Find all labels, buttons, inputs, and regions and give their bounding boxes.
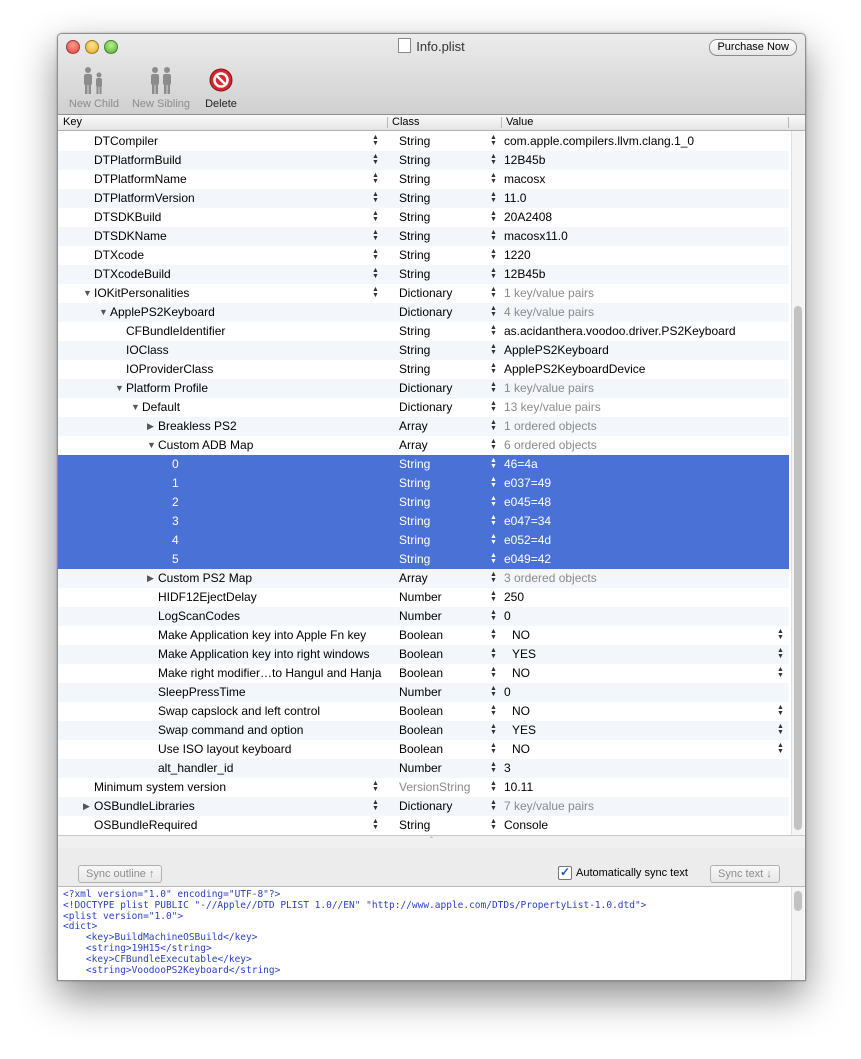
row-class[interactable]: String	[399, 229, 431, 243]
outline-row[interactable]	[58, 778, 789, 797]
row-class[interactable]: String	[399, 362, 431, 376]
class-popup-icon[interactable]: ▲ ▼	[490, 305, 497, 318]
key-type-stepper-icon[interactable]: ▲ ▼	[372, 799, 379, 812]
row-value[interactable]: 12B45b	[504, 267, 546, 281]
xml-line: <plist version="1.0">	[63, 910, 184, 922]
row-value[interactable]: 1 key/value pairs	[504, 286, 595, 300]
row-key: IOClass	[126, 343, 169, 357]
row-class[interactable]: String	[399, 267, 431, 281]
row-key: OSBundleLibraries	[94, 799, 195, 813]
row-value[interactable]: com.apple.compilers.llvm.clang.1_0	[504, 134, 695, 148]
class-popup-icon[interactable]: ▲ ▼	[490, 590, 497, 603]
row-key: alt_handler_id	[158, 761, 234, 775]
row-class[interactable]: Number	[399, 761, 442, 775]
outline-row[interactable]	[58, 208, 789, 227]
outline-row[interactable]	[58, 284, 789, 303]
row-value[interactable]: 7 key/value pairs	[504, 799, 595, 813]
new-sibling-icon	[148, 66, 174, 96]
row-class[interactable]: Dictionary	[399, 305, 453, 319]
new-sibling-label: New Sibling	[131, 98, 191, 110]
row-value[interactable]: macosx	[504, 172, 546, 186]
row-value[interactable]: 0	[504, 609, 511, 623]
row-class[interactable]: String	[399, 343, 431, 357]
class-popup-icon[interactable]: ▲ ▼	[490, 704, 497, 717]
row-key: DTXcodeBuild	[94, 267, 171, 281]
row-key: Make Application key into Apple Fn key	[158, 628, 367, 642]
disclosure-open-icon[interactable]: ▼	[115, 383, 124, 393]
row-value[interactable]: NO	[512, 666, 530, 680]
row-key: LogScanCodes	[158, 609, 241, 623]
row-key: DTCompiler	[94, 134, 159, 148]
outline-row[interactable]	[58, 702, 789, 721]
column-divider[interactable]	[387, 117, 388, 128]
row-key: Use ISO layout keyboard	[158, 742, 292, 756]
row-value[interactable]: e047=34	[504, 514, 552, 528]
row-key: Minimum system version	[94, 780, 227, 794]
outline-row[interactable]	[58, 303, 789, 322]
row-class[interactable]: Boolean	[399, 647, 444, 661]
class-popup-icon[interactable]: ▲ ▼	[490, 134, 497, 147]
outline-row[interactable]	[58, 683, 789, 702]
outline-row[interactable]	[58, 645, 789, 664]
row-key: 1	[172, 476, 179, 490]
disclosure-open-icon[interactable]: ▼	[147, 440, 156, 450]
row-key: 3	[172, 514, 179, 528]
class-popup-icon[interactable]: ▲ ▼	[490, 191, 497, 204]
key-type-stepper-icon[interactable]: ▲ ▼	[372, 248, 379, 261]
row-value[interactable]: 1220	[504, 248, 531, 262]
row-value[interactable]: NO	[512, 742, 530, 756]
row-value[interactable]: YES	[512, 723, 537, 737]
class-popup-icon[interactable]: ▲ ▼	[490, 286, 497, 299]
row-class[interactable]: String	[399, 476, 431, 490]
row-key: Make right modifier…to Hangul and Hanja	[158, 666, 382, 680]
row-key: OSBundleRequired	[94, 818, 198, 832]
class-popup-icon[interactable]: ▲ ▼	[490, 666, 497, 679]
purchase-now-button[interactable]: Purchase Now	[709, 39, 797, 56]
xml-scrollbar[interactable]	[791, 887, 804, 980]
class-popup-icon[interactable]: ▲ ▼	[490, 324, 497, 337]
row-class[interactable]: Number	[399, 590, 442, 604]
class-popup-icon[interactable]: ▲ ▼	[490, 419, 497, 432]
outline-row[interactable]	[58, 721, 789, 740]
row-class[interactable]: Dictionary	[399, 799, 453, 813]
row-key: IOKitPersonalities	[94, 286, 190, 300]
new-child-button[interactable]	[66, 66, 122, 110]
class-popup-icon[interactable]: ▲ ▼	[490, 723, 497, 736]
class-popup-icon[interactable]: ▲ ▼	[490, 685, 497, 698]
sync-bar	[58, 848, 805, 887]
row-key: ApplePS2Keyboard	[110, 305, 215, 319]
disclosure-open-icon[interactable]: ▼	[131, 402, 140, 412]
row-class[interactable]: String	[399, 495, 431, 509]
row-value[interactable]: 4 key/value pairs	[504, 305, 595, 319]
class-popup-icon[interactable]: ▲ ▼	[490, 609, 497, 622]
row-value[interactable]: e052=4d	[504, 533, 552, 547]
row-class[interactable]: Array	[399, 438, 428, 452]
row-value[interactable]: ApplePS2Keyboard	[504, 343, 609, 357]
row-key: SleepPressTime	[158, 685, 246, 699]
value-column-header[interactable]: Value	[506, 116, 534, 128]
disclosure-closed-icon[interactable]: ▶	[147, 573, 154, 583]
row-key: HIDF12EjectDelay	[158, 590, 257, 604]
row-key: 0	[172, 457, 179, 471]
xml-line: <?xml version="1.0" encoding="UTF-8"?>	[63, 889, 281, 900]
class-popup-icon[interactable]: ▲ ▼	[490, 438, 497, 451]
row-key: Custom PS2 Map	[158, 571, 253, 585]
class-popup-icon[interactable]: ▲ ▼	[490, 533, 497, 546]
row-class[interactable]: String	[399, 134, 431, 148]
row-class[interactable]: String	[399, 172, 431, 186]
plist-outline[interactable]	[58, 131, 789, 835]
class-popup-icon[interactable]: ▲ ▼	[490, 381, 497, 394]
outline-row[interactable]	[58, 607, 789, 626]
row-value[interactable]: 3 ordered objects	[504, 571, 597, 585]
row-class[interactable]: String	[399, 324, 431, 338]
class-popup-icon[interactable]: ▲ ▼	[490, 362, 497, 375]
row-class[interactable]: Dictionary	[399, 286, 453, 300]
row-key: CFBundleIdentifier	[126, 324, 226, 338]
row-class[interactable]: Dictionary	[399, 400, 453, 414]
boolean-popup-icon[interactable]: ▲ ▼	[777, 628, 784, 641]
row-value[interactable]: Console	[504, 818, 549, 832]
delete-icon	[208, 66, 234, 96]
class-popup-icon[interactable]: ▲ ▼	[490, 799, 497, 812]
key-type-stepper-icon[interactable]: ▲ ▼	[372, 172, 379, 185]
boolean-popup-icon[interactable]: ▲ ▼	[777, 723, 784, 736]
class-popup-icon[interactable]: ▲ ▼	[490, 780, 497, 793]
delete-label: Delete	[205, 98, 237, 110]
outline-row[interactable]	[58, 550, 789, 569]
sync-text-button[interactable]: Sync text ↓	[710, 865, 780, 883]
row-class[interactable]: String	[399, 191, 431, 205]
key-type-stepper-icon[interactable]: ▲ ▼	[372, 134, 379, 147]
row-key: IOProviderClass	[126, 362, 214, 376]
outline-row[interactable]	[58, 569, 789, 588]
key-type-stepper-icon[interactable]: ▲ ▼	[372, 780, 379, 793]
key-type-stepper-icon[interactable]: ▲ ▼	[372, 229, 379, 242]
class-popup-icon[interactable]: ▲ ▼	[490, 229, 497, 242]
sync-outline-button[interactable]: Sync outline ↑	[78, 865, 162, 883]
row-class[interactable]: Array	[399, 419, 428, 433]
xml-line: <string>VoodooPS2Keyboard</string>	[63, 964, 281, 976]
row-class[interactable]: String	[399, 514, 431, 528]
class-popup-icon[interactable]: ▲ ▼	[490, 248, 497, 261]
row-value[interactable]: e049=42	[504, 552, 552, 566]
outline-row[interactable]	[58, 816, 789, 835]
disclosure-closed-icon[interactable]: ▶	[83, 801, 90, 811]
outline-row[interactable]	[58, 132, 789, 151]
row-value[interactable]: 1 key/value pairs	[504, 381, 595, 395]
key-column-header[interactable]: Key	[63, 116, 82, 128]
disclosure-closed-icon[interactable]: ▶	[147, 421, 154, 431]
row-value[interactable]: 12B45b	[504, 153, 546, 167]
document-icon	[398, 38, 411, 53]
column-header	[58, 115, 805, 131]
disclosure-open-icon[interactable]: ▼	[99, 307, 108, 317]
new-sibling-button[interactable]	[128, 66, 194, 110]
outline-row[interactable]	[58, 360, 789, 379]
boolean-popup-icon[interactable]: ▲ ▼	[777, 704, 784, 717]
outline-row[interactable]	[58, 759, 789, 778]
row-value[interactable]: 3	[504, 761, 511, 775]
new-child-icon	[81, 66, 107, 96]
row-value[interactable]: 0	[504, 685, 511, 699]
class-popup-icon[interactable]: ▲ ▼	[490, 172, 497, 185]
row-key: DTPlatformName	[94, 172, 187, 186]
class-popup-icon[interactable]: ▲ ▼	[490, 818, 497, 831]
xml-line: <key>CFBundleExecutable</key>	[63, 953, 252, 965]
xml-text-view[interactable]	[58, 887, 789, 980]
row-class[interactable]: Boolean	[399, 723, 444, 737]
title-bar	[58, 34, 805, 115]
row-key: DTPlatformBuild	[94, 153, 182, 167]
row-key: Platform Profile	[126, 381, 209, 395]
row-value[interactable]: 13 key/value pairs	[504, 400, 601, 414]
outline-scrollbar[interactable]	[791, 131, 804, 835]
outline-row[interactable]	[58, 170, 789, 189]
outline-row[interactable]	[58, 417, 789, 436]
outline-row[interactable]	[58, 626, 789, 645]
row-class[interactable]: Boolean	[399, 666, 444, 680]
row-class[interactable]: String	[399, 457, 431, 471]
outline-row[interactable]	[58, 246, 789, 265]
key-type-stepper-icon[interactable]: ▲ ▼	[372, 267, 379, 280]
boolean-popup-icon[interactable]: ▲ ▼	[777, 647, 784, 660]
row-value[interactable]: 20A2408	[504, 210, 553, 224]
outline-row[interactable]	[58, 379, 789, 398]
class-popup-icon[interactable]: ▲ ▼	[490, 761, 497, 774]
row-key: DTSDKBuild	[94, 210, 162, 224]
outline-row[interactable]	[58, 740, 789, 759]
row-value[interactable]: macosx11.0	[504, 229, 568, 243]
key-type-stepper-icon[interactable]: ▲ ▼	[372, 191, 379, 204]
split-view-divider[interactable]: ˆ	[58, 835, 805, 849]
row-value[interactable]: NO	[512, 628, 530, 642]
class-popup-icon[interactable]: ▲ ▼	[490, 495, 497, 508]
plist-editor-window	[57, 33, 806, 981]
column-divider[interactable]	[501, 117, 502, 128]
xml-line: <!DOCTYPE plist PUBLIC "-//Apple//DTD PLIST 1.0//EN" "http://www.apple.com/DTDs/PropertyList-1.0.dtd">	[63, 899, 647, 911]
outline-row[interactable]	[58, 398, 789, 417]
row-value[interactable]: 250	[504, 590, 525, 604]
outline-row[interactable]	[58, 797, 789, 816]
class-popup-icon[interactable]: ▲ ▼	[490, 514, 497, 527]
auto-sync-checkbox[interactable]: ✓	[559, 865, 571, 879]
row-key: DTXcode	[94, 248, 145, 262]
row-key: Make Application key into right windows	[158, 647, 370, 661]
outline-row[interactable]	[58, 588, 789, 607]
row-value[interactable]: e037=49	[504, 476, 552, 490]
row-key: Default	[142, 400, 181, 414]
row-class[interactable]: Dictionary	[399, 381, 453, 395]
class-popup-icon[interactable]: ▲ ▼	[490, 267, 497, 280]
class-popup-icon[interactable]: ▲ ▼	[490, 343, 497, 356]
boolean-popup-icon[interactable]: ▲ ▼	[777, 742, 784, 755]
column-divider	[788, 117, 789, 128]
class-popup-icon[interactable]: ▲ ▼	[490, 742, 497, 755]
outline-row[interactable]	[58, 455, 789, 474]
class-column-header[interactable]: Class	[392, 116, 420, 128]
key-type-stepper-icon[interactable]: ▲ ▼	[372, 286, 379, 299]
outline-row[interactable]	[58, 151, 789, 170]
row-class[interactable]: String	[399, 552, 431, 566]
row-value[interactable]: e045=48	[504, 495, 552, 509]
row-class[interactable]: String	[399, 248, 431, 262]
row-class[interactable]: Boolean	[399, 742, 444, 756]
class-popup-icon[interactable]: ▲ ▼	[490, 476, 497, 489]
window-title-text: Info.plist	[416, 39, 465, 54]
auto-sync-label: Automatically sync text	[576, 867, 688, 879]
row-value[interactable]: 46=4a	[504, 457, 538, 471]
row-value[interactable]: 1 ordered objects	[504, 419, 597, 433]
key-type-stepper-icon[interactable]: ▲ ▼	[372, 818, 379, 831]
row-value[interactable]: YES	[512, 647, 537, 661]
xml-scroll-thumb[interactable]	[794, 891, 802, 911]
boolean-popup-icon[interactable]: ▲ ▼	[777, 666, 784, 679]
outline-row[interactable]	[58, 664, 789, 683]
row-key: Swap command and option	[158, 723, 304, 737]
row-class[interactable]: String	[399, 153, 431, 167]
row-key: Swap capslock and left control	[158, 704, 321, 718]
disclosure-open-icon[interactable]: ▼	[83, 288, 92, 298]
outline-row[interactable]	[58, 322, 789, 341]
row-class[interactable]: VersionString	[399, 780, 471, 794]
key-type-stepper-icon[interactable]: ▲ ▼	[372, 153, 379, 166]
row-value[interactable]: NO	[512, 704, 530, 718]
row-value[interactable]: 11.0	[504, 191, 527, 205]
row-class[interactable]: Number	[399, 685, 442, 699]
outline-row[interactable]	[58, 531, 789, 550]
row-value[interactable]: as.acidanthera.voodoo.driver.PS2Keyboard	[504, 324, 736, 338]
xml-line: <string>19H15</string>	[63, 942, 212, 954]
key-type-stepper-icon[interactable]: ▲ ▼	[372, 210, 379, 223]
new-child-label: New Child	[68, 98, 120, 110]
row-value[interactable]: ApplePS2KeyboardDevice	[504, 362, 646, 376]
row-class[interactable]: Array	[399, 571, 428, 585]
outline-row[interactable]	[58, 341, 789, 360]
xml-line: <dict>	[63, 921, 98, 933]
row-key: 2	[172, 495, 179, 509]
class-popup-icon[interactable]: ▲ ▼	[490, 153, 497, 166]
class-popup-icon[interactable]: ▲ ▼	[490, 400, 497, 413]
class-popup-icon[interactable]: ▲ ▼	[490, 457, 497, 470]
outline-row[interactable]	[58, 493, 789, 512]
class-popup-icon[interactable]: ▲ ▼	[490, 210, 497, 223]
xml-line: <key>BuildMachineOSBuild</key>	[63, 932, 258, 944]
class-popup-icon[interactable]: ▲ ▼	[490, 552, 497, 565]
row-class[interactable]: String	[399, 533, 431, 547]
outline-row[interactable]	[58, 436, 789, 455]
class-popup-icon[interactable]: ▲ ▼	[490, 628, 497, 641]
row-key: DTPlatformVersion	[94, 191, 195, 205]
row-class[interactable]: Number	[399, 609, 442, 623]
row-value[interactable]: 10.11	[504, 780, 534, 794]
row-key: DTSDKName	[94, 229, 167, 243]
outline-row[interactable]	[58, 512, 789, 531]
window-title	[58, 38, 805, 54]
row-class[interactable]: Boolean	[399, 704, 444, 718]
row-key: Breakless PS2	[158, 419, 237, 433]
row-class[interactable]: String	[399, 210, 431, 224]
class-popup-icon[interactable]: ▲ ▼	[490, 647, 497, 660]
delete-button[interactable]	[198, 66, 244, 110]
outline-row[interactable]	[58, 189, 789, 208]
class-popup-icon[interactable]: ▲ ▼	[490, 571, 497, 584]
row-key: Custom ADB Map	[158, 438, 254, 452]
outline-row[interactable]	[58, 227, 789, 246]
row-class[interactable]: Boolean	[399, 628, 444, 642]
row-key: 5	[172, 552, 179, 566]
outline-scroll-thumb[interactable]	[794, 306, 802, 830]
outline-row[interactable]	[58, 474, 789, 493]
outline-row[interactable]	[58, 265, 789, 284]
row-class[interactable]: String	[399, 818, 431, 832]
row-value[interactable]: 6 ordered objects	[504, 438, 597, 452]
row-key: 4	[172, 533, 179, 547]
